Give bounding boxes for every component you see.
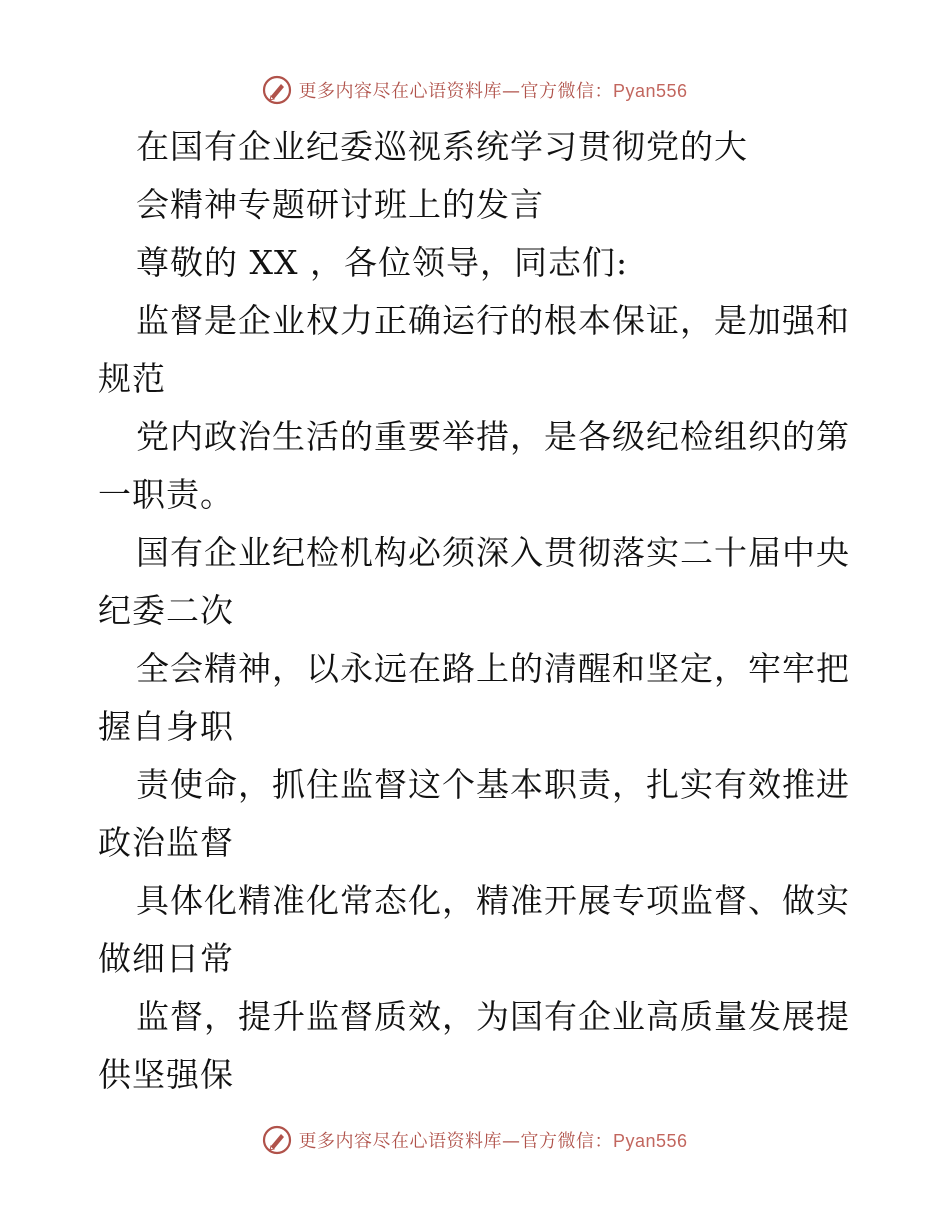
document-body xyxy=(98,118,858,1104)
paragraph-line: 做细日常 xyxy=(98,939,234,978)
watermark-text xyxy=(298,77,687,103)
watermark-main: 更多内容尽在心语资料库 xyxy=(298,81,502,102)
paragraph-line: 全会精神，以永远在路上的清醒和坚定，牢牢把 xyxy=(136,649,850,688)
paragraph-line: 党内政治生活的重要举措，是各级纪检组织的第 xyxy=(136,417,850,456)
paragraph-line: 握自身职 xyxy=(98,707,234,746)
paragraph-line: 政治监督 xyxy=(98,823,234,862)
watermark-dash: — xyxy=(501,81,521,102)
paragraph-line: 国有企业纪检机构必须深入贯彻落实二十届中央 xyxy=(136,533,850,572)
document-title-line-2: 会精神专题研讨班上的发言 xyxy=(136,185,544,224)
paragraph-line: 监督是企业权力正确运行的根本保证，是加强和 xyxy=(136,301,850,340)
paragraph-line: 具体化精准化常态化，精准开展专项监督、做实 xyxy=(136,881,850,920)
paragraph-line: 规范 xyxy=(98,359,166,398)
watermark-main: 更多内容尽在心语资料库 xyxy=(298,1131,502,1152)
watermark-wechat-label: 官方微信： xyxy=(520,1131,613,1152)
watermark-dash: — xyxy=(501,1131,521,1152)
watermark-wechat-label: 官方微信： xyxy=(520,81,613,102)
watermark-footer xyxy=(0,1120,950,1160)
watermark-text xyxy=(298,1127,687,1153)
watermark-header xyxy=(0,70,950,110)
paragraph-line: 一职责。 xyxy=(98,475,234,514)
paragraph-line: 责使命，抓住监督这个基本职责，扎实有效推进 xyxy=(136,765,850,804)
watermark-wechat-handle: Pyan556 xyxy=(612,1131,688,1151)
paragraph-line: 监督，提升监督质效，为国有企业高质量发展提 xyxy=(136,997,850,1036)
document-title-line-1: 在国有企业纪委巡视系统学习贯彻党的大 xyxy=(136,127,748,166)
watermark-wechat-handle: Pyan556 xyxy=(612,81,688,101)
paragraph-line: 供坚强保 xyxy=(98,1055,234,1094)
pen-logo-icon xyxy=(262,1125,292,1155)
pen-logo-icon xyxy=(262,75,292,105)
salutation: 尊敬的 XX ，各位领导，同志们: xyxy=(136,243,629,282)
paragraph-line: 纪委二次 xyxy=(98,591,234,630)
